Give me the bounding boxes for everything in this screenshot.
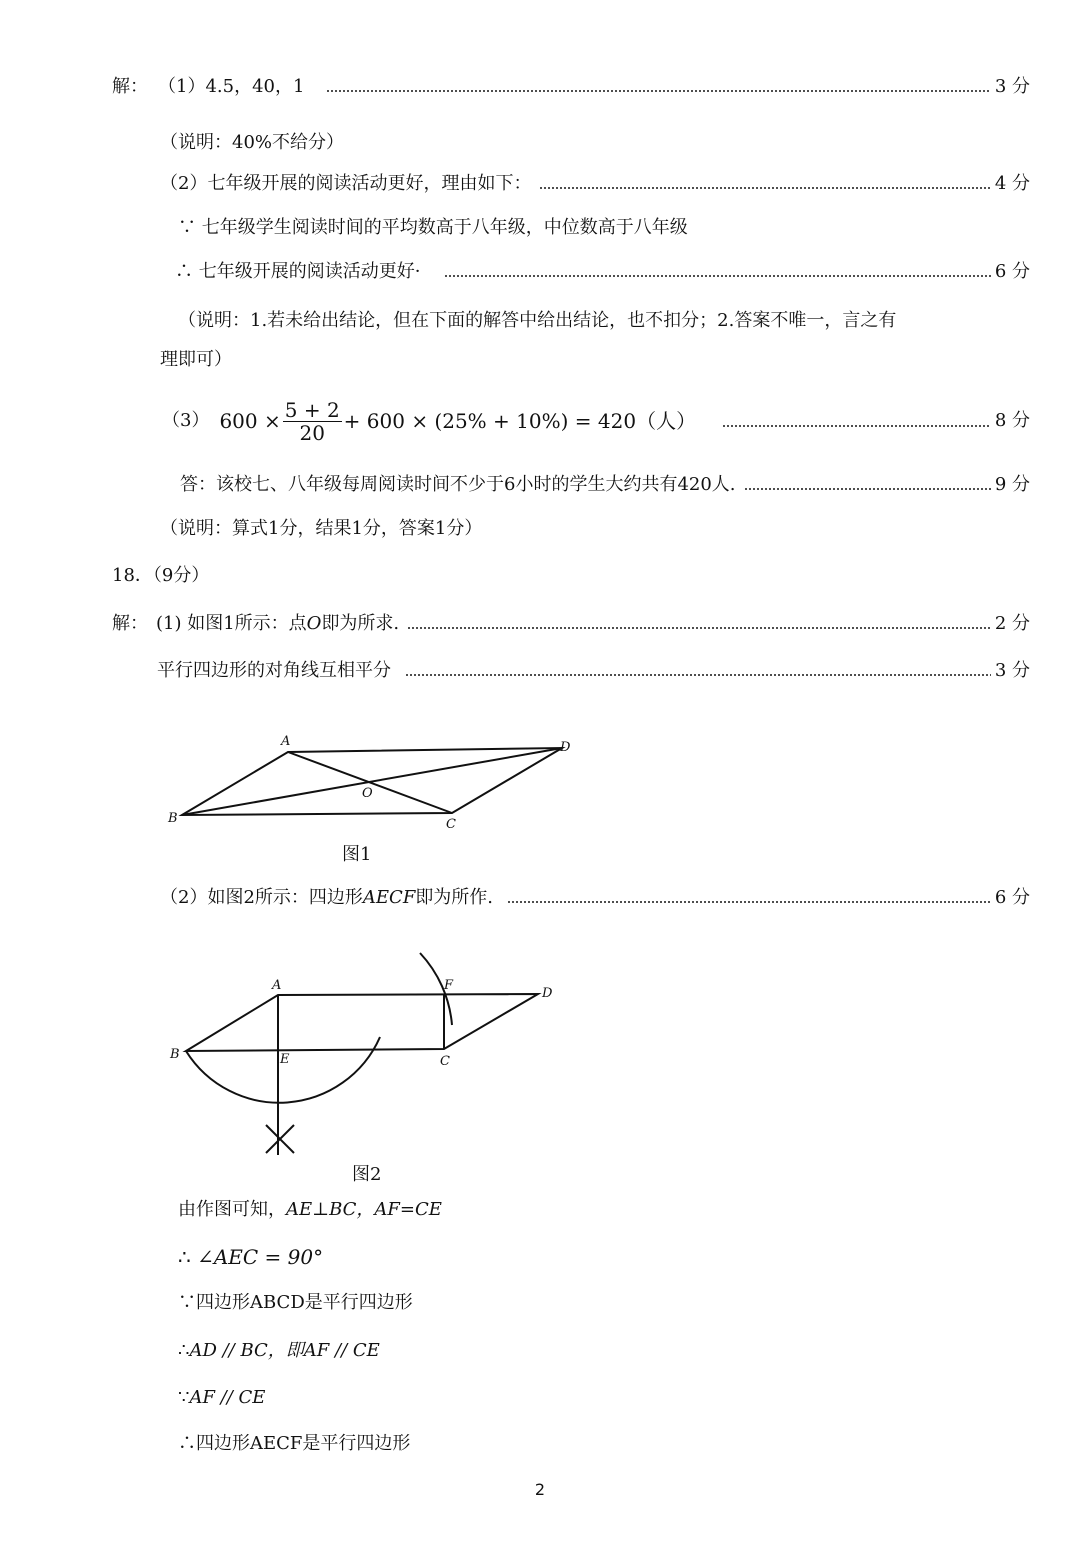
figure-2-caption: 图2 (352, 1164, 382, 1185)
proof-symbol: ∵ (178, 1292, 196, 1313)
proof-statement: 四边形AECF是平行四边形 (196, 1433, 411, 1454)
label-b: B (170, 1047, 180, 1062)
formula-fraction (283, 399, 342, 444)
leader-dots (722, 424, 991, 428)
score: 6 分 (994, 261, 1030, 282)
q18-part2-text-a: （2）如图2所示：四边形 (160, 887, 363, 908)
quad-aecf: AECF (362, 887, 416, 908)
q17-part2-because: ∵ 七年级学生阅读时间的平均数高于八年级，中位数高于八年级 (178, 217, 688, 238)
parallelogram-abcd (186, 994, 538, 1051)
proof-symbol: ∴ (178, 1340, 190, 1361)
q18-part1-reason: 平行四边形的对角线互相平分 (157, 660, 391, 681)
point-o: O (306, 613, 322, 634)
label-a: A (272, 978, 282, 993)
proof-symbol: ∴ (178, 1245, 198, 1269)
figure-1-diagram (160, 730, 590, 840)
proof-statement: ∠AEC = 90° (197, 1245, 324, 1269)
score: 6 分 (994, 887, 1030, 908)
leader-dots (326, 89, 990, 93)
q18-part1-line (112, 611, 1030, 637)
q17-part3-label: （3） (162, 410, 210, 431)
page-number: 2 (534, 1480, 546, 1499)
q17-part2-text: （2）七年级开展的阅读活动更好，理由如下： (160, 173, 532, 194)
fraction-numerator: 5 + 2 (284, 397, 340, 422)
q18-part1-reason-line (157, 658, 1030, 684)
proof-symbol: 由作图可知， (178, 1199, 286, 1220)
label-b: B (168, 811, 178, 826)
label-c: C (440, 1054, 450, 1069)
q17-part3-line (162, 394, 1030, 448)
proof-line-1 (178, 1197, 442, 1223)
q17-part1-text: （1）4.5，40，1 (158, 76, 305, 97)
leader-dots (507, 900, 991, 904)
q18-part1-text-b: 即为所求. (321, 613, 400, 634)
label-f: F (444, 978, 454, 993)
q17-part2-note-2: 理即可） (160, 349, 232, 370)
figure-1 (160, 730, 590, 840)
proof-line-2 (178, 1244, 323, 1270)
leader-dots (405, 673, 991, 677)
construction-arc-bottom (186, 1037, 380, 1103)
q17-part2-line (160, 171, 1030, 197)
q18-header: 18．（9分） (112, 565, 210, 586)
proof-line-4 (178, 1338, 380, 1364)
figure-2 (160, 945, 580, 1160)
solution-prefix: 解： (112, 613, 148, 634)
formula-part-b: + 600 × (25% + 10%) = 420（人） (343, 409, 697, 433)
label-o: O (362, 786, 373, 801)
q18-part2-line (160, 885, 1030, 911)
leader-dots (539, 186, 990, 190)
q17-part1-line (112, 74, 1030, 100)
label-d: D (542, 986, 553, 1001)
solution-prefix: 解： (112, 76, 148, 97)
leader-dots (744, 487, 991, 491)
score: 4 分 (994, 173, 1030, 194)
q17-part3-answer: 答：该校七、八年级每周阅读时间不少于6小时的学生大约共有420人. (180, 474, 736, 495)
q17-part3-note: （说明：算式1分，结果1分，答案1分） (160, 518, 483, 539)
proof-statement: AE⊥BC，AF=CE (286, 1199, 442, 1220)
label-d: D (560, 740, 571, 755)
proof-line-5 (178, 1385, 265, 1411)
proof-statement: AD // BC，即AF // CE (189, 1340, 380, 1361)
proof-symbol: ∵ (178, 1387, 190, 1408)
proof-symbol: ∴ (178, 1433, 196, 1454)
label-e: E (280, 1052, 290, 1067)
score: 3 分 (994, 76, 1030, 97)
score: 9 分 (994, 474, 1030, 495)
score: 8 分 (994, 410, 1030, 431)
leader-dots (444, 274, 990, 278)
formula-part-a: 600 × (219, 409, 281, 433)
q17-part3-answer-line (180, 472, 1030, 498)
proof-statement: AF // CE (189, 1387, 266, 1408)
q18-part2-text-b: 即为所作. (415, 887, 494, 908)
score: 3 分 (994, 660, 1030, 681)
q17-part1-note: （说明：40%不给分） (160, 132, 345, 153)
q17-part2-therefore: ∴ 七年级开展的阅读活动更好· (175, 261, 421, 282)
leader-dots (407, 626, 991, 630)
score: 2 分 (994, 613, 1030, 634)
figure-2-diagram (160, 945, 580, 1160)
fraction-denominator: 20 (299, 420, 325, 445)
q17-part2-note-1: （说明：1.若未给出结论，但在下面的解答中给出结论，也不扣分；2.答案不唯一，言之有 (178, 310, 897, 331)
proof-statement: 四边形ABCD是平行四边形 (196, 1292, 413, 1313)
label-c: C (446, 817, 456, 832)
proof-line-6 (178, 1431, 410, 1457)
label-a: A (281, 734, 291, 749)
proof-line-3 (178, 1290, 413, 1316)
q18-part1-text-a: (1) 如图1所示：点 (156, 613, 307, 634)
figure-1-caption: 图1 (342, 844, 372, 865)
q17-part2-therefore-line (175, 259, 1030, 285)
